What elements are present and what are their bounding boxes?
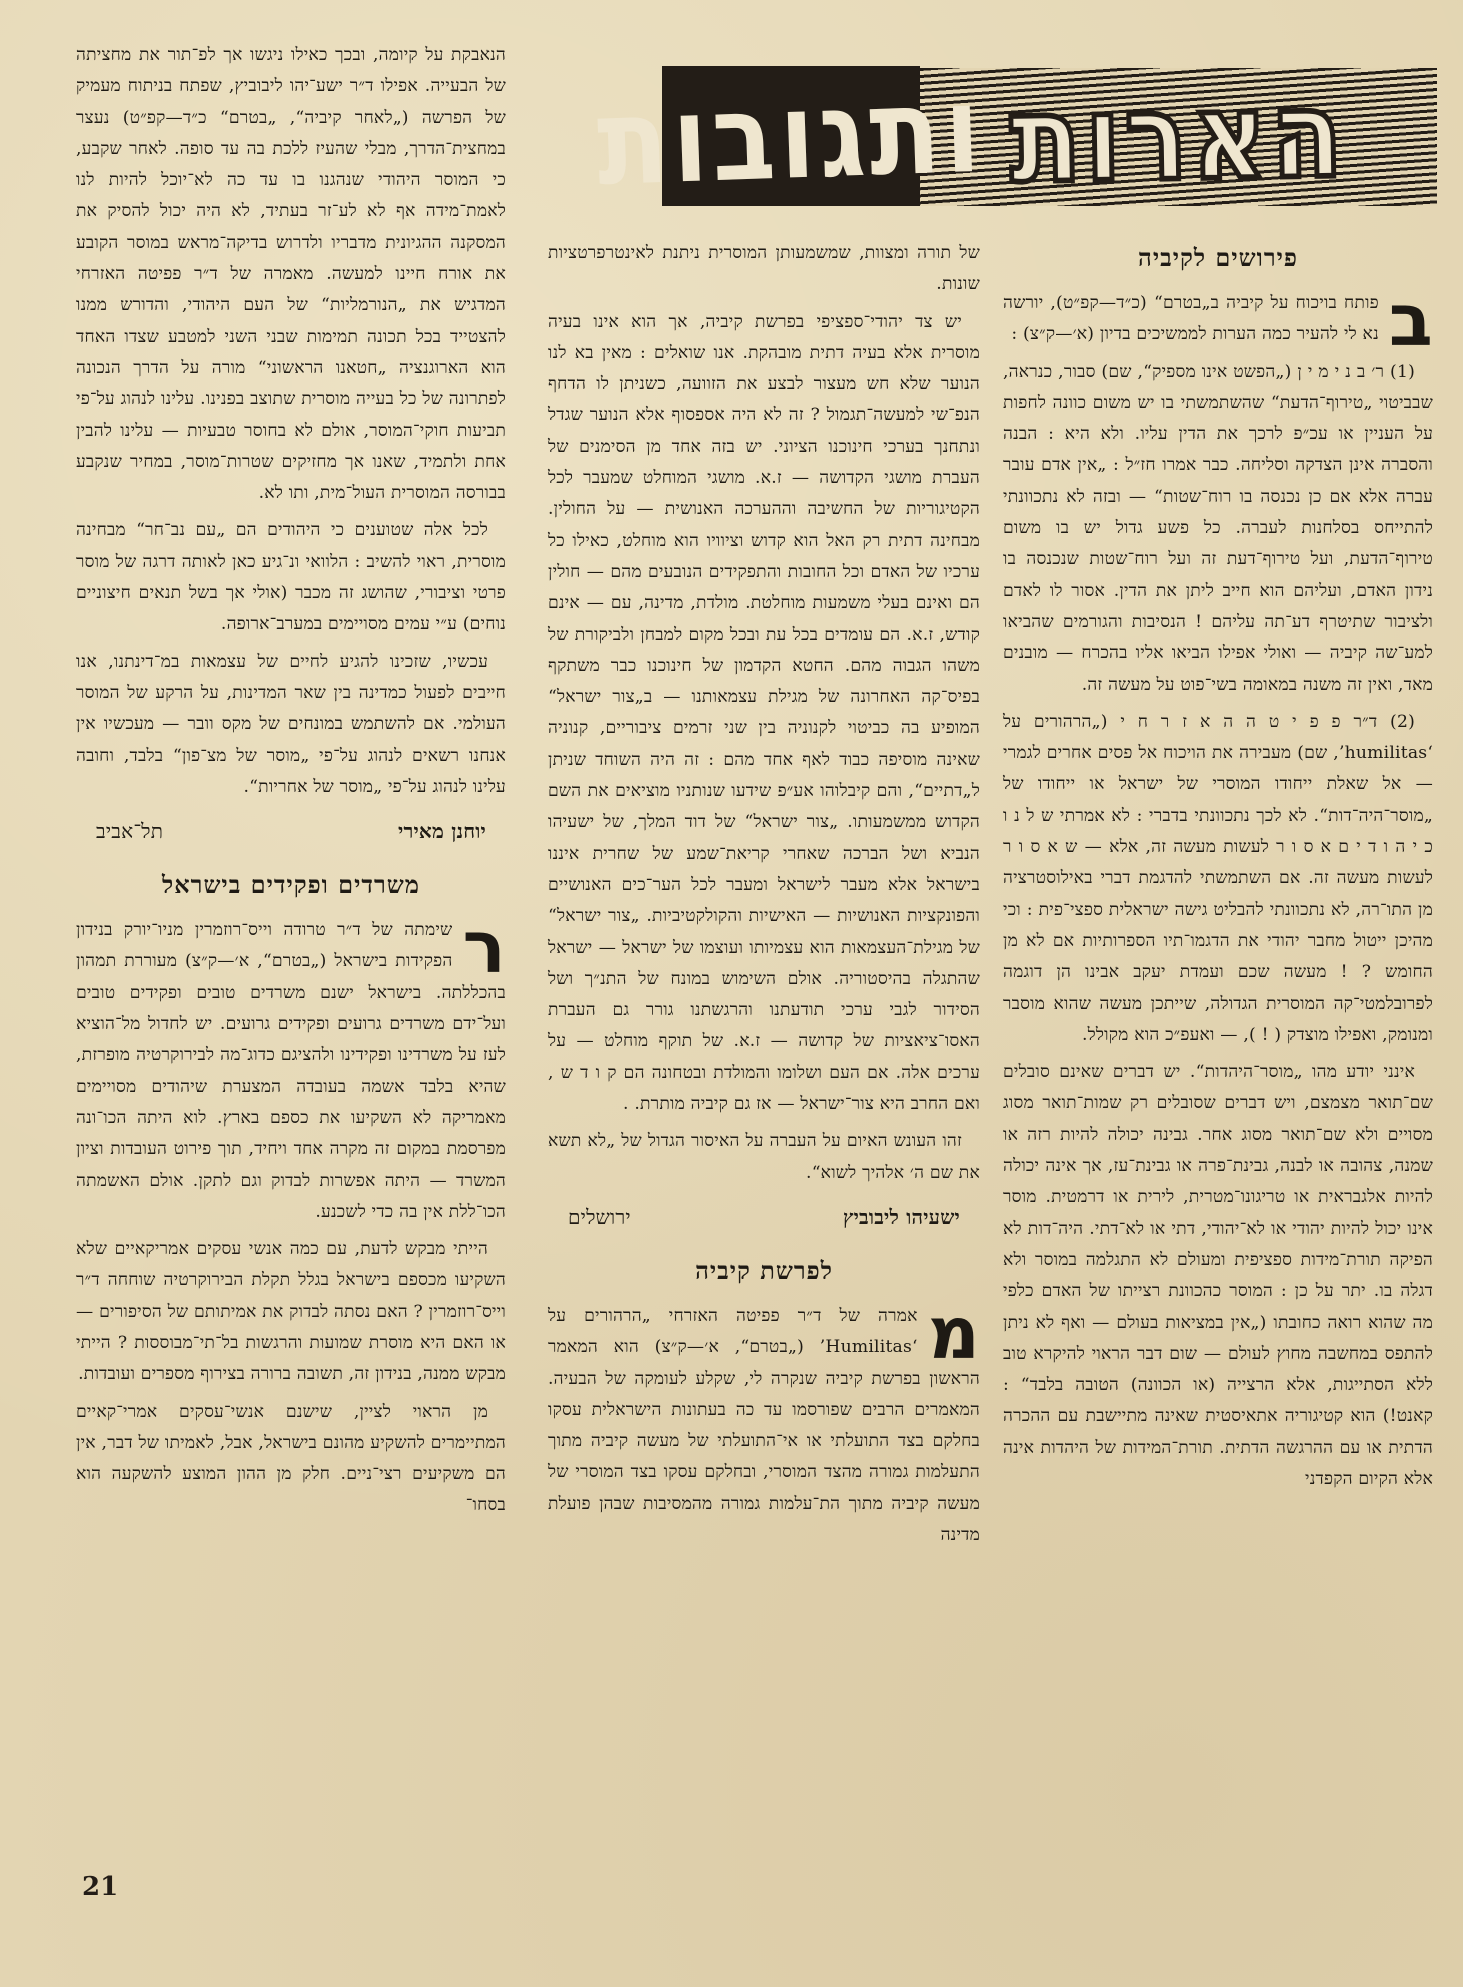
- article-signoff: [568, 1203, 960, 1231]
- article-paragraph: שימתה של ד״ר טרודה וייס־רוזמרין מניו־יורק בנידון הפקידות בישראל („בטרם“, א׳—ק״צ) מעוררת תמהון בהכללתה. בישראל ישנם משרדים טובים ופקידים טובים ועל־ידם משרדים גרועים ופקידים גרועים. יש לחדול מל־הוציא לעז על משרדינו ופקידינו ולהציגם כדוג־מה לבירוקרטיה מופרזת, שהיא בלבד אשמה בעובדה המצערת שיהודים מסויימים מאמריקה לא השקיעו את כספם בארץ. לוא היתה הכו־ונה מפרסמת במקום זה מקרה אחד ויחיד, תוך פירוט העובדות וציון המשרד — היתה אפשרות לבדוק וגם לתקן. אולם האשמתה הכו־ללת אין בה כדי לשכנע.: [76, 920, 506, 1222]
- article-signoff: [96, 817, 486, 845]
- column-middle: [548, 238, 980, 1557]
- masthead-word-right: הארות: [1009, 63, 1348, 211]
- article-perushim-continued: [548, 238, 980, 1231]
- column-right: [1003, 238, 1433, 1501]
- article-perushim-lekibya: [1003, 242, 1433, 1495]
- masthead-word-left: ותגובות: [595, 59, 987, 213]
- page-number: 21: [82, 1872, 119, 1902]
- masthead-dark-panel: [595, 59, 987, 213]
- article-title: פירושים לקיביה: [1138, 243, 1298, 272]
- article-paragraph: (1) ר׳ ב נ י מ י ן („הפשט אינו מספיק“, שם) סבור, כנראה, שבביטוי „טירוף־הדעת“ שהשתמשתי בו יש משום כוונה לחפות על העניין או עכ״פ לרכך את הדין עליו. ולא היא : הבנה והסברה אינן הצדקה וסליחה. כבר אמרו חז״ל : „אין אדם עובר עברה אלא אם כן נכנסה בו רוח־שטות“ — ובזה לא נתכוונתי להתייחס בסלחנות לעברה. כל פשע גדול יש בו משום טירוף־הדעת, ועל טירוף־דעת זה ועל רוח־שטות שנכנסה בו נידון האדם, ועליהם הוא חייב ליתן את הדין. אסור לו לאדם ולציבור שתיטרף דע־תה עליהם ! הנסיבות והגורמים שהביאו למע־שה קיביה — ואולי אפילו הביאו אליו בהכרח — מובנים מאד, ואין זה משנה במאומה בשי־פוט על מעשה זה.: [1003, 361, 1434, 695]
- article-paragraph: עכשיו, שזכינו להגיע לחיים של עצמאות במ־דינתנו, אנו חייבים לפעול כמדינה בין שאר המדינות, על הרקע של המוסר העולמי. אם להשתמש במונחים של מקס וובר — מעכשיו אין אנחנו רשאים לנהוג על־פי „מוסר של מצ־פון“ בלבד, וחובה עלינו לנהוג על־פי „מוסר של אחריות“.: [76, 651, 506, 797]
- article-paragraph: של תורה ומצוות, שמשמעותן המוסרית ניתנת לאינטרפרטציות שונות.: [548, 243, 980, 295]
- author-place: ירושלים: [568, 1204, 631, 1229]
- article-title: משרדים ופקידים בישראל: [162, 870, 420, 900]
- article-paragraph: אמרה של ד״ר פפיטה האזרחי „הרהורים על ‘Humilitas’ („בטרם“, א׳—ק״צ) הוא המאמר הראשון בפרשת קיביה שנקרה לי, שקלע לעומקה של הבעיה. המאמרים הרבים שפורסמו עד כה בעתונות הישראלית עסקו בחלקם בצד התועלתי או אי־התועלתי של מעשה קיביה מתוך התעלמות גמורה מהצד המוסרי, ובחלקם עסקו בצד המוסרי של מעשה קיביה מתוך הת־עלמות גמורה מהמסיבות שבהן פועלת מדינה: [548, 1305, 980, 1545]
- article-paragraph: מן הראוי לציין, שישנם אנשי־עסקים אמרי־קאיים המתיימרים להשקיע מהונם בישראל, אבל, לאמיתו של דבר, אין הם משקיעים רצי־ניים. חלק מן ההון המוצע להשקעה הוא בסחו־: [76, 1401, 506, 1516]
- article-paragraph: אינני יודע מהו „מוסר־היהדות“. יש דברים שאינם סובלים שם־תואר מצמצם, ויש דברים שסובלים רק שמות־תואר מסוג מסויים ולא שם־תואר מסוג אחר. גבינה יכולה להיות רזה או שמנה, צהובה או לבנה, גבינת־פרה או גבינת־עז, אך אינה יכולה להיות אלגבראית או טריגונו־מטרית, לירית או דרמטית. מוסר אינו יכול להיות יהודי או לא־יהודי, דתי או לא־דתי. היה־דות לא הפיקה תורת־מידות ספציפית ומעולם לא התגלמה במוסר ולא דגלה בו. יתר על כן : המוסר כהכוונת רצייתו של האדם כלפי מה שהוא רואה כחובתו („אין במציאות בעולם — ואף לא ניתן להתפס במחשבה מחוץ לעולם — שום דבר הראוי להיקרא טוב ללא הסתייגות, אלא הרצייה (או הכוונה) הטובה בלבד“ : קאנט!) הוא קטיגוריה אתאיסטית שאינה מתיישבת עם ההכרה הדתית או עם ההרגשה הדתית. תורת־המידות של היהדות אינה אלא הקיום הקפדני: [1003, 1062, 1434, 1489]
- article-leparashat-kibya: [548, 1255, 980, 1551]
- author-name: יוחנן מאירי: [398, 819, 486, 844]
- author-place: תל־אביב: [96, 819, 164, 844]
- dropcap-letter: ב: [1388, 278, 1433, 362]
- masthead-banner: [595, 59, 1437, 213]
- article-paragraph: יש צד יהודי־ספציפי בפרשת קיביה, אך הוא אינו בעיה מוסרית אלא בעיה דתית מובהקת. אנו שואלים : מאין בא לנו הנוער שלא חש מעצור לבצע את הזוועה, כשניתן לו הדחף הנפ־שי למעשה־תגמול ? זה לא היה אספסוף אלא הנוער שגדל ונתחנך בערכי חינוכנו הציוני. יש בזה אחד מן הסימנים של העברת מושגי הקדושה — ז.א. מושגי המוחלט שמעבר לכל הקטיגוריות של החשיבה וההערכה האנושית — על החולין. מבחינה דתית רק האל הוא קדוש וציוויו הוא מוחלט, כאילו כל ערכיו של האדם וכל החובות והתפקידים הנובעים מהם — חולין הם ואינם בעלי משמעות מוחלטת. מולדת, מדינה, עם — אינם קודש, ז.א. הם עומדים בכל עת ובכל מקום למבחן ולביקורת של משהו הגבוה מהם. החטא הקדמון של חינוכנו כבר משתקף בפיס־קה האחרונה של מגילת עצמאותנו — ב„צור ישראל“ המופיע בה כביטוי לקנוניה בין שני זרמים ציבוריים, קנוניה שאינה מוסיפה כבוד לאף אחד מהם : זה היה השוחד שניתן ל„דתיים“, והם קיבלוהו אע״פ שידעו שנותניו מוציאים את השם הקדוש ממשמעותו. „צור ישראל“ של דוד המלך, של ישעיהו הנביא ושל הברכה שאחרי קריאת־שמע של שחרית איננו בישראל אלא מעבר לישראל ומעבר לכל הער־כים האנושיים והפונקציות האנושיות — האישיות והקולקטיביות. „צור ישראל“ של מגילת־העצמאות הוא עצמיותו ועוצמו של ישראל — ישראל שהתגלה בהיסטוריה. אולם השימוש במונח של התנ״ך ושל הסידור לגבי ערכי תודעתנו והרגשתנו גורר גם העברת האסו־ציאציות של קדושה — ז.א. של תוקף מוחלט — על ערכים אלה. אם העם ושלומו והמולדת ובטחונה הם ק ו ד ש , ואם החרב היא צור־ישראל — אז גם קיביה מותרת. .: [548, 311, 980, 1115]
- article-leparashat-kibya-continued: [76, 40, 506, 845]
- masthead-striped-panel: [920, 63, 1437, 211]
- article-paragraph: פותח בויכוח על קיביה ב„בטרם“ (כ״ד—קפ״ט), יורשה נא לי להעיר כמה הערות לממשיכים בדיון (א׳—ק״צ) :: [1003, 293, 1379, 345]
- dropcap-letter: ר: [462, 905, 506, 990]
- dropcap-letter: מ: [927, 1290, 980, 1375]
- column-left: [76, 40, 506, 1528]
- article-paragraph: הייתי מבקש לדעת, עם כמה אנשי עסקים אמריקאיים שלא השקיעו מכספם בישראל בגלל תקלת הבירוקרטיה שוחחה ד״ר וייס־רוזמרין ? האם נסתה לבדוק את אמיתותם של הסיפורים — או האם היא מוסרת שמועות והרגשות בל־תי־מבוססות ? הייתי מבקש ממנה, בנידון זה, תשובה ברורה בצירוף מספרים ועובדות.: [76, 1239, 506, 1385]
- article-misradim-upekidim: [76, 869, 506, 1522]
- article-paragraph: הנאבקת על קיומה, ובכך כאילו ניגשו אך לפ־תור את מחציתה של הבעייה. אפילו ד״ר ישע־יהו ליבוביץ, שפתח בניתוח מעמיק של הפרשה („לאחר קיביה“, „בטרם“ כ״ד—קפ״ט) נעצר במחצית־הדרך, מבלי שהעיז ללכת בה עד סופה. לאחר שקבע, כי המוסר היהודי שנהגנו בו עד כה לא־יוכל להיות לנו לאמת־מידה אף לא לע־זר בעתיד, לא היה יכול להסיק את המסקנה ההגיונית מדבריו ולדרוש בדיקה־מראש במוסר הקובע את אורח חיינו למעשה. מאמרה של ד״ר פפיטה האזרחי המדגיש את „הנורמליות“ של העם היהודי, והדורש ממנו להצטייד בכל תכונה תמימות שבני השני למטבע שצדו האחד הוא הארוגנציה „חטאנו הראשוני“ מורה על הדרך הנכונה לפתרונה של כל בעייה מוסרית שתוצב בפנינו. עלינו לנהוג על־פי תביעות חוקי־המוסר, אולם לא בחוסר טבעיות — עלינו להבין אחת ולתמיד, שאנו אך מחזיקים שטרות־מוסר, במחיר שנקבע בבורסה המוסרית העול־מית, ותו לא.: [76, 45, 506, 504]
- article-paragraph: לכל אלה שטוענים כי היהודים הם „עם נב־חר“ מבחינה מוסרית, ראוי להשיב : הלוואי ונ־גיע כאן לאותה דרגה של מוסר פרטי וציבורי, שהושג זה מכבר (אולי אך בשל תנאים חיצוניים נוחים) ע״י עמים מסויימים במערב־ארופה.: [76, 520, 506, 635]
- author-name: ישעיהו ליבוביץ: [842, 1204, 960, 1229]
- article-paragraph: (2) ד״ר פ פ י ט ה ה א ז ר ח י („הרהורים על ‘humilitas’, שם) מעבירה את הויכוח אל פסים אחרים לגמרי — אל שאלת ייחודו המוסרי של ישראל או ייחודו של „מוסר־היה־דות“. לא לכך נתכוונתי בדברי : לא אמרתי ש ל נ ו כ י ה ו ד י ם א ס ו ר לעשות מעשה זה, אלא — ש א ס ו ר לעשות מעשה זה. אם השתמשתי להדגמת דברי באילוסטרציה מן התו־רה, לא נתכוונתי להבליט גישה ישראלית ספצי־פית : וכי מהיכן ייטול מחבר יהודי את הדגמו־תיו הספרותיות אם לא מן החומש ? ! מעשה שכם ועמדת יעקב אבינו הן דוגמה לפרובלמטי־קה המוסרית הגדולה, שייתכן מעשה שהוא מוסבר ומנומק, ואפילו מוצדק ( ! ), — ואעפ״כ הוא מקולל.: [1003, 711, 1433, 1045]
- article-title: לפרשת קיביה: [695, 1255, 833, 1285]
- article-paragraph: זהו העונש האיום על העברה על האיסור הגדול של „לא תשא את שם ה׳ אלהיך לשוא“.: [548, 1131, 980, 1183]
